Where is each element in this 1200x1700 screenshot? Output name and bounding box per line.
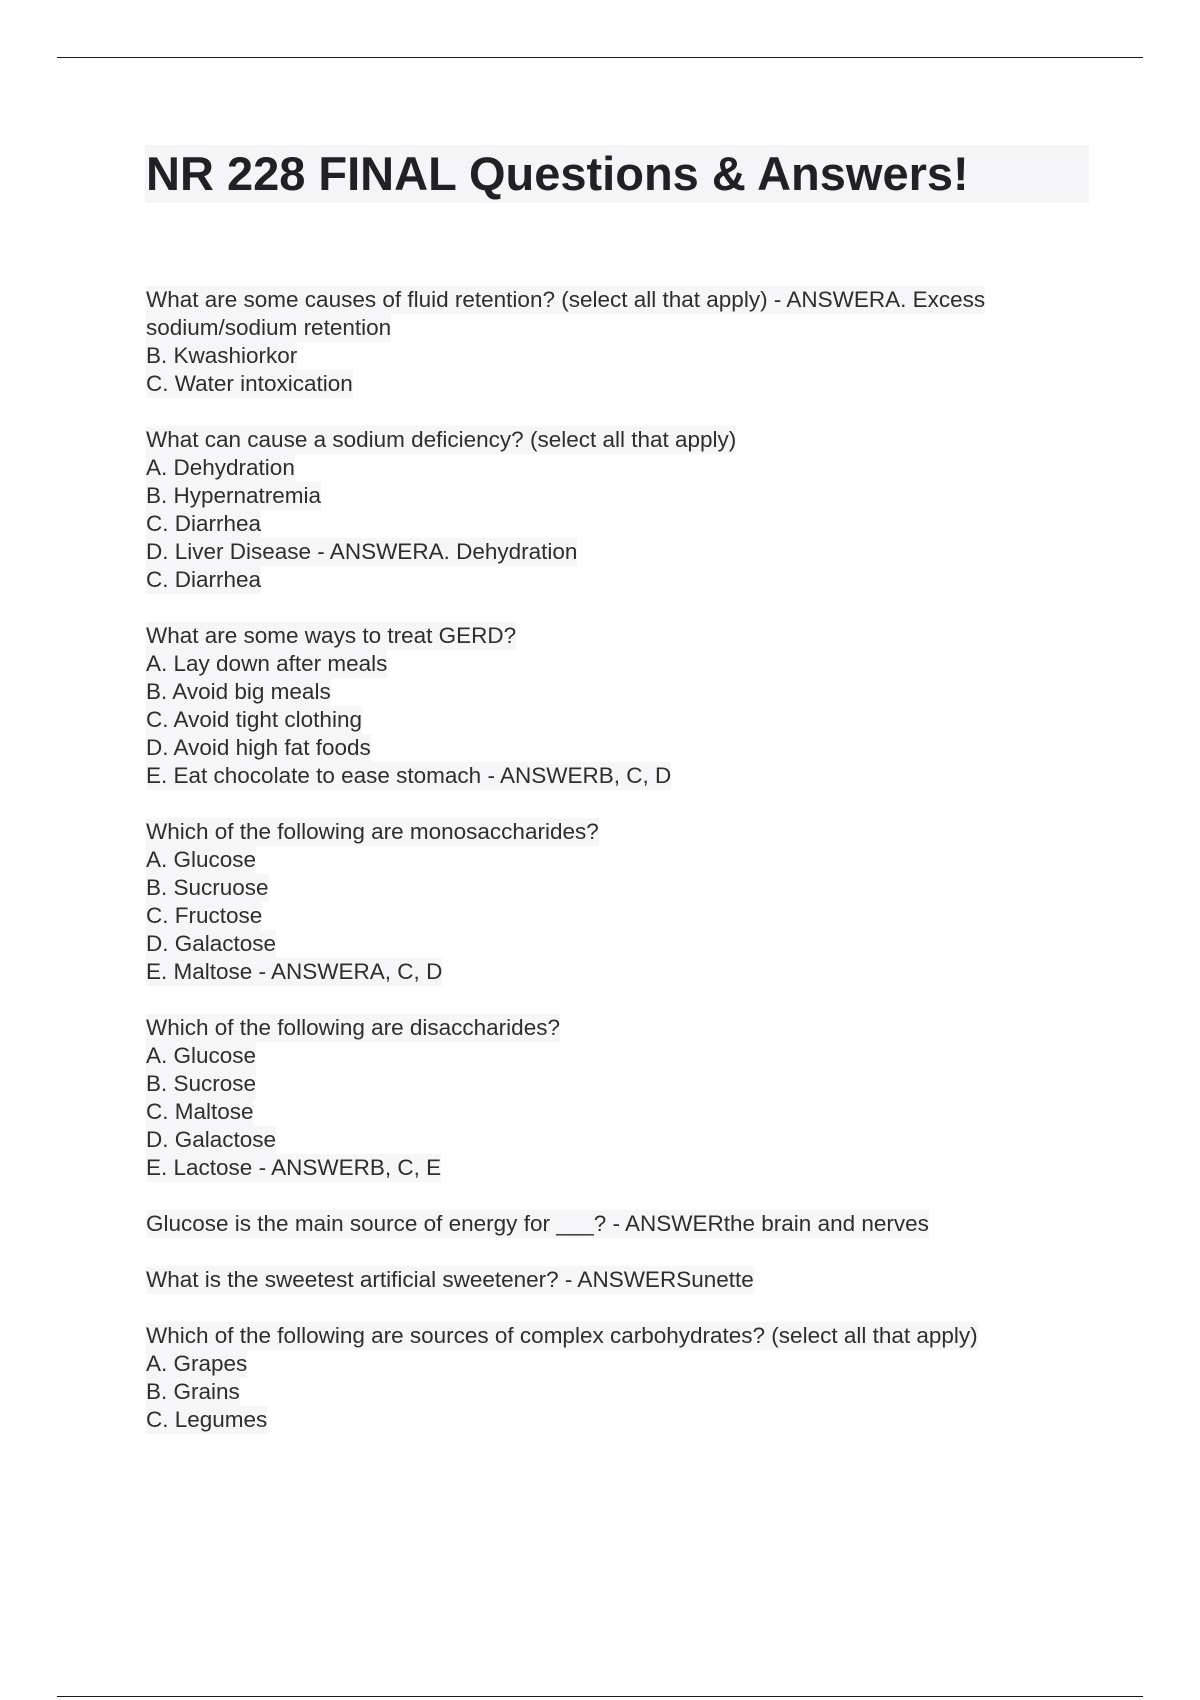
question-line: What are some causes of fluid retention? (select all that apply) - ANSWERA. Excess [146,287,986,312]
questions-list [146,286,1076,1462]
question-block [146,1266,1076,1294]
question-block [146,1210,1076,1238]
option-line: C. Avoid tight clothing [146,707,362,732]
option-line: C. Fructose [146,903,263,928]
option-line: C. Water intoxication [146,371,353,396]
answer-line: C. Diarrhea [146,567,262,592]
option-line: A. Glucose [146,1043,257,1068]
question-line: sodium/sodium retention [146,315,392,340]
option-line: B. Hypernatremia [146,483,322,508]
question-block [146,286,1076,398]
option-line: D. Avoid high fat foods [146,735,371,760]
option-line: B. Avoid big meals [146,679,331,704]
option-line: B. Kwashiorkor [146,343,298,368]
question-line: What are some ways to treat GERD? [146,623,517,648]
option-line: C. Legumes [146,1407,268,1432]
option-line: A. Dehydration [146,455,295,480]
question-block [146,426,1076,594]
option-line: C. Diarrhea [146,511,262,536]
question-line: Glucose is the main source of energy for ___? - ANSWERthe brain and nerves [146,1211,929,1236]
option-line: C. Maltose [146,1099,254,1124]
question-block [146,622,1076,790]
question-line: Which of the following are sources of complex carbohydrates? (select all that apply) [146,1323,978,1348]
option-line: D. Galactose [146,931,277,956]
option-line: A. Glucose [146,847,257,872]
option-line: B. Grains [146,1379,240,1404]
option-line: D. Liver Disease - ANSWERA. Dehydration [146,539,578,564]
question-block [146,1014,1076,1182]
option-line: E. Maltose - ANSWERA, C, D [146,959,443,984]
option-line: B. Sucrose [146,1071,257,1096]
question-line: Which of the following are disaccharides? [146,1015,560,1040]
option-line: B. Sucruose [146,875,269,900]
option-line: E. Eat chocolate to ease stomach - ANSWERB, C, D [146,763,672,788]
option-line: A. Lay down after meals [146,651,388,676]
question-block [146,1322,1076,1434]
option-line: A. Grapes [146,1351,248,1376]
question-block [146,818,1076,986]
option-line: E. Lactose - ANSWERB, C, E [146,1155,442,1180]
bottom-rule [57,1696,1143,1697]
option-line: D. Galactose [146,1127,277,1152]
question-line: What is the sweetest artificial sweetener? - ANSWERSunette [146,1267,754,1292]
top-rule [57,57,1143,58]
question-line: What can cause a sodium deficiency? (select all that apply) [146,427,737,452]
document-title: NR 228 FINAL Questions & Answers! [146,147,969,200]
question-line: Which of the following are monosaccharides? [146,819,599,844]
